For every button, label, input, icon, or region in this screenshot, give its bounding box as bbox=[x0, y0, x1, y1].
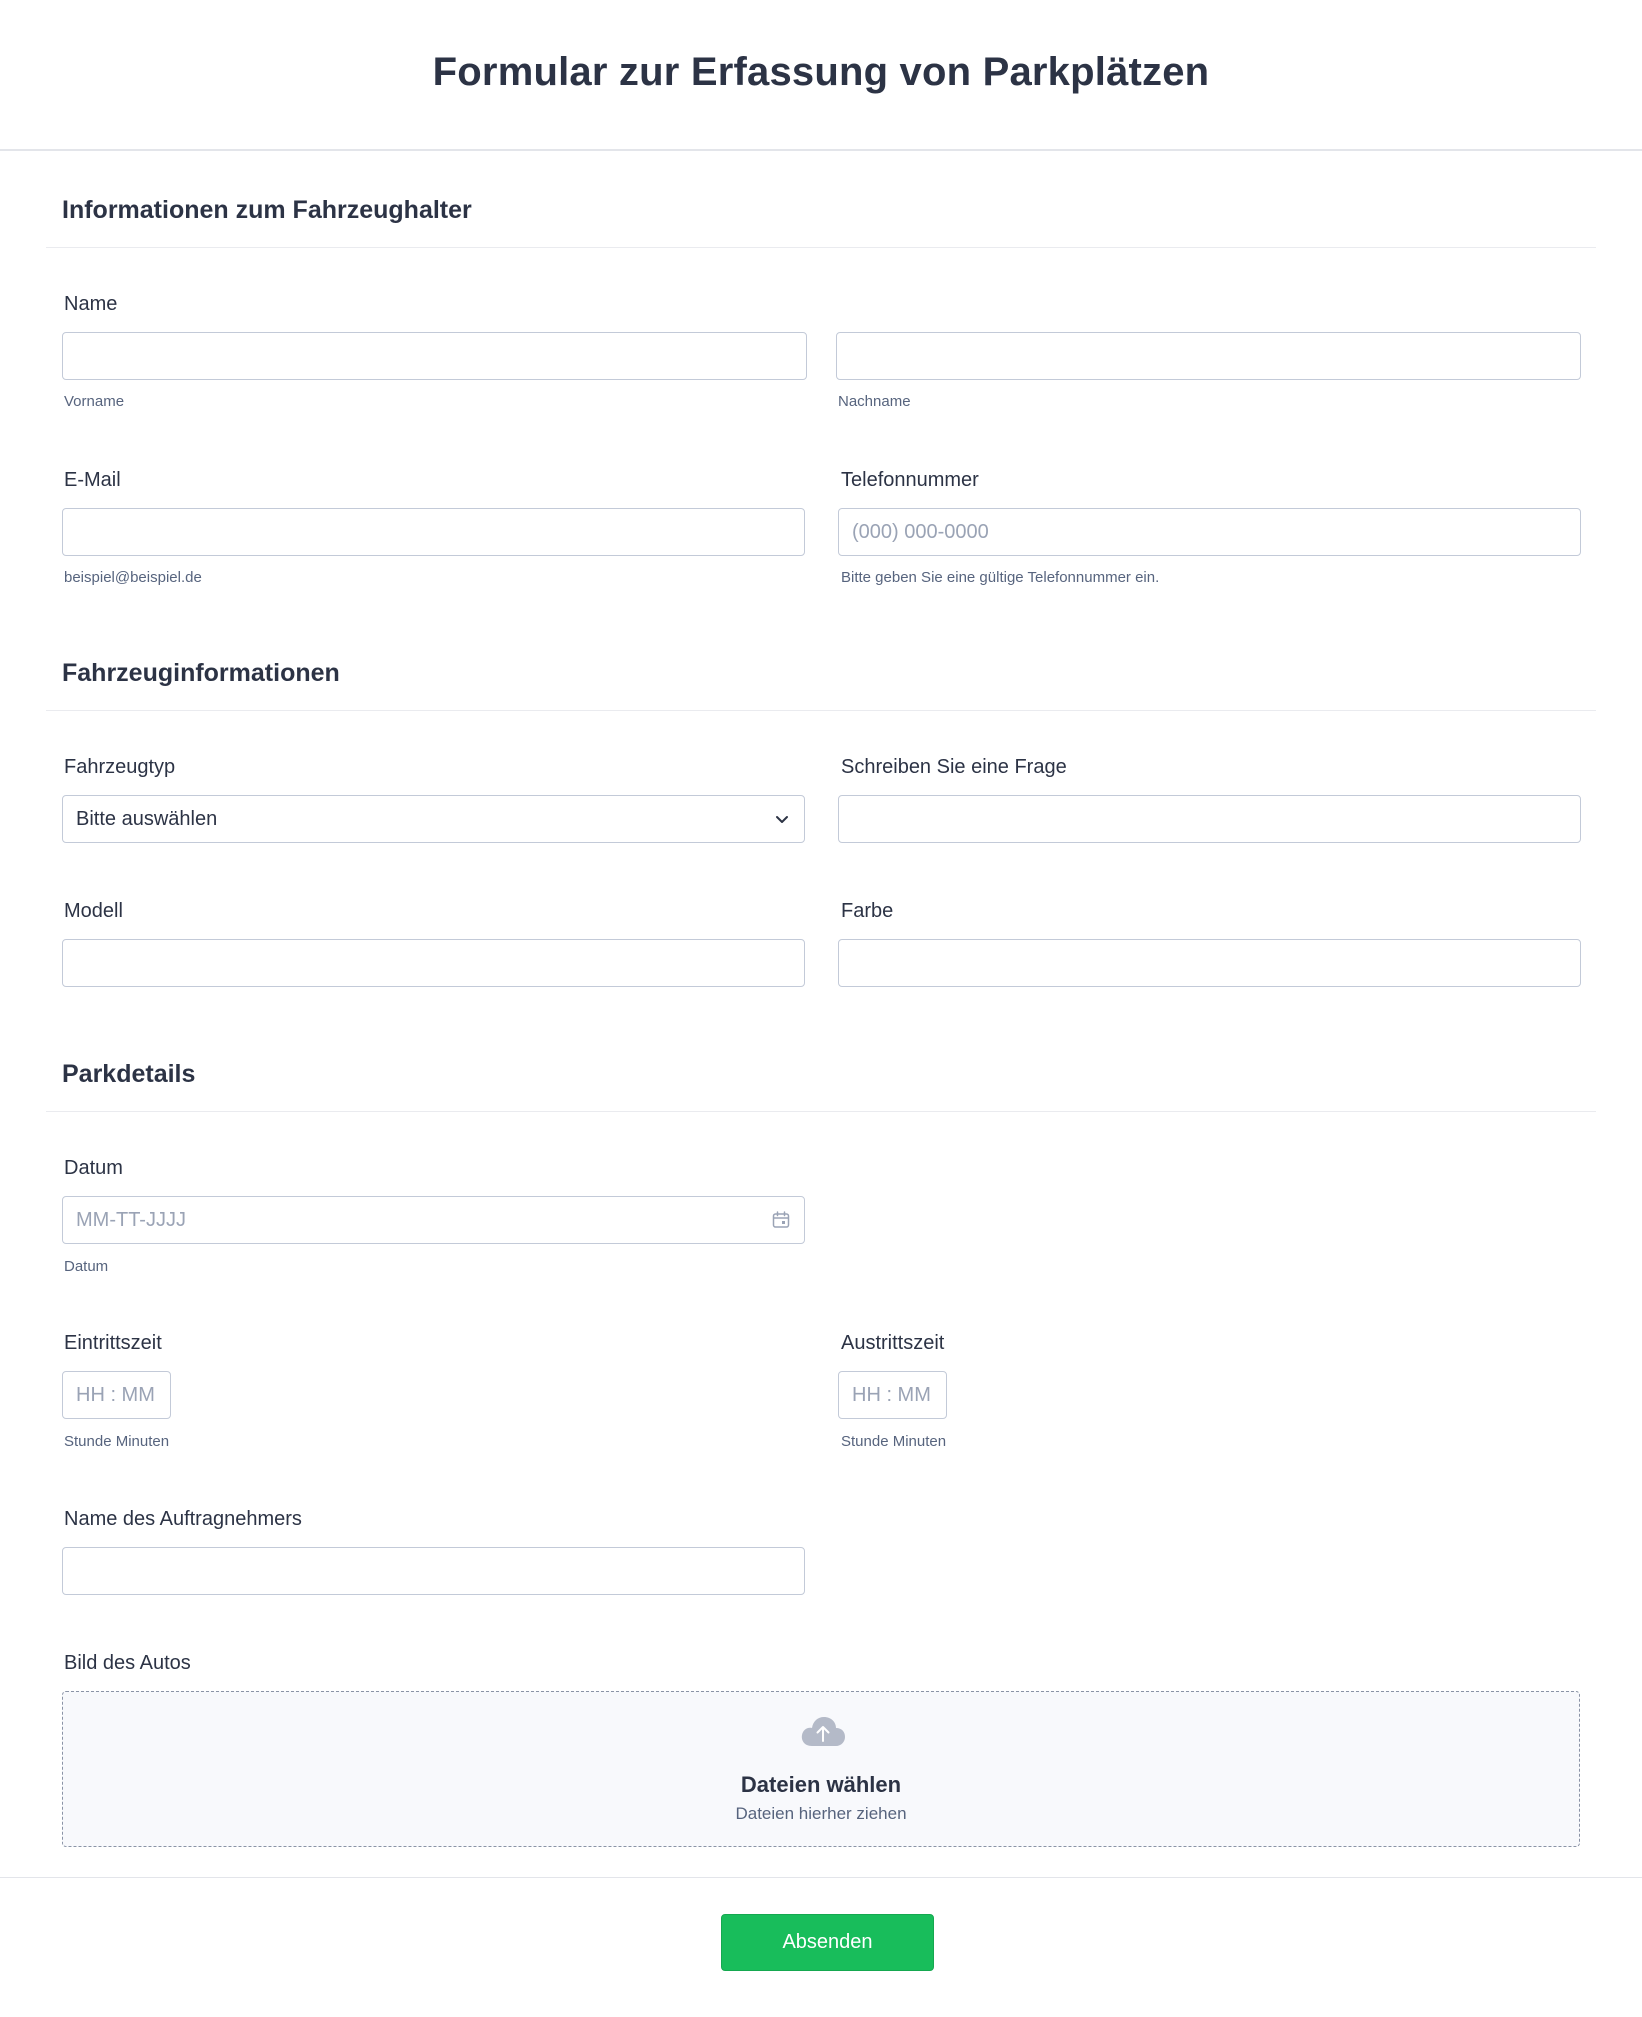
vehicle-type-label: Fahrzeugtyp bbox=[64, 756, 176, 778]
vehicle-type-select[interactable] bbox=[62, 795, 805, 843]
entry-time-label: Eintrittszeit bbox=[64, 1332, 162, 1354]
exit-time-label: Austrittszeit bbox=[841, 1332, 945, 1354]
section-title-owner: Informationen zum Fahrzeughalter bbox=[62, 196, 472, 224]
email-input[interactable] bbox=[62, 508, 805, 556]
email-label: E-Mail bbox=[64, 469, 121, 491]
model-input[interactable] bbox=[62, 939, 805, 987]
vehicle-type-selected: Bitte auswählen bbox=[76, 807, 218, 830]
contractor-input[interactable] bbox=[62, 1547, 805, 1595]
email-sublabel: beispiel@beispiel.de bbox=[64, 569, 202, 586]
date-input[interactable] bbox=[62, 1196, 805, 1244]
exit-time-sublabel: Stunde Minuten bbox=[841, 1433, 947, 1450]
last-name-input[interactable] bbox=[836, 332, 1581, 380]
question-label: Schreiben Sie eine Frage bbox=[841, 756, 1067, 778]
car-image-label: Bild des Autos bbox=[64, 1652, 191, 1674]
cloud-upload-icon bbox=[799, 1714, 847, 1750]
section-title-vehicle: Fahrzeuginformationen bbox=[62, 659, 340, 687]
question-input[interactable] bbox=[838, 795, 1581, 843]
date-label: Datum bbox=[64, 1157, 123, 1179]
color-input[interactable] bbox=[838, 939, 1581, 987]
contractor-label: Name des Auftragnehmers bbox=[64, 1508, 302, 1530]
entry-time-input[interactable] bbox=[62, 1371, 171, 1419]
first-name-sublabel: Vorname bbox=[64, 393, 125, 410]
submit-button[interactable]: Absenden bbox=[721, 1914, 934, 1971]
form-title: Formular zur Erfassung von Parkplätzen bbox=[432, 50, 1210, 94]
phone-input[interactable] bbox=[838, 508, 1581, 556]
section-title-parking: Parkdetails bbox=[62, 1060, 196, 1088]
section-divider bbox=[46, 710, 1596, 711]
footer-divider bbox=[0, 1877, 1642, 1878]
entry-time-sublabel: Stunde Minuten bbox=[64, 1433, 170, 1450]
chevron-down-icon bbox=[774, 811, 790, 827]
calendar-icon[interactable] bbox=[771, 1210, 791, 1230]
color-label: Farbe bbox=[841, 900, 894, 922]
section-divider bbox=[46, 247, 1596, 248]
name-label: Name bbox=[64, 293, 118, 315]
model-label: Modell bbox=[64, 900, 123, 922]
exit-time-input[interactable] bbox=[838, 1371, 947, 1419]
last-name-sublabel: Nachname bbox=[838, 393, 911, 410]
file-upload-dropzone[interactable] bbox=[62, 1691, 1580, 1847]
phone-label: Telefonnummer bbox=[841, 469, 979, 491]
form-header bbox=[0, 0, 1642, 151]
date-sublabel: Datum bbox=[64, 1258, 109, 1275]
first-name-input[interactable] bbox=[62, 332, 807, 380]
phone-sublabel: Bitte geben Sie eine gültige Telefonnummer ein. bbox=[841, 569, 1160, 586]
section-divider bbox=[46, 1111, 1596, 1112]
upload-title: Dateien wählen bbox=[740, 1772, 902, 1797]
upload-subtitle: Dateien hierher ziehen bbox=[735, 1804, 907, 1823]
